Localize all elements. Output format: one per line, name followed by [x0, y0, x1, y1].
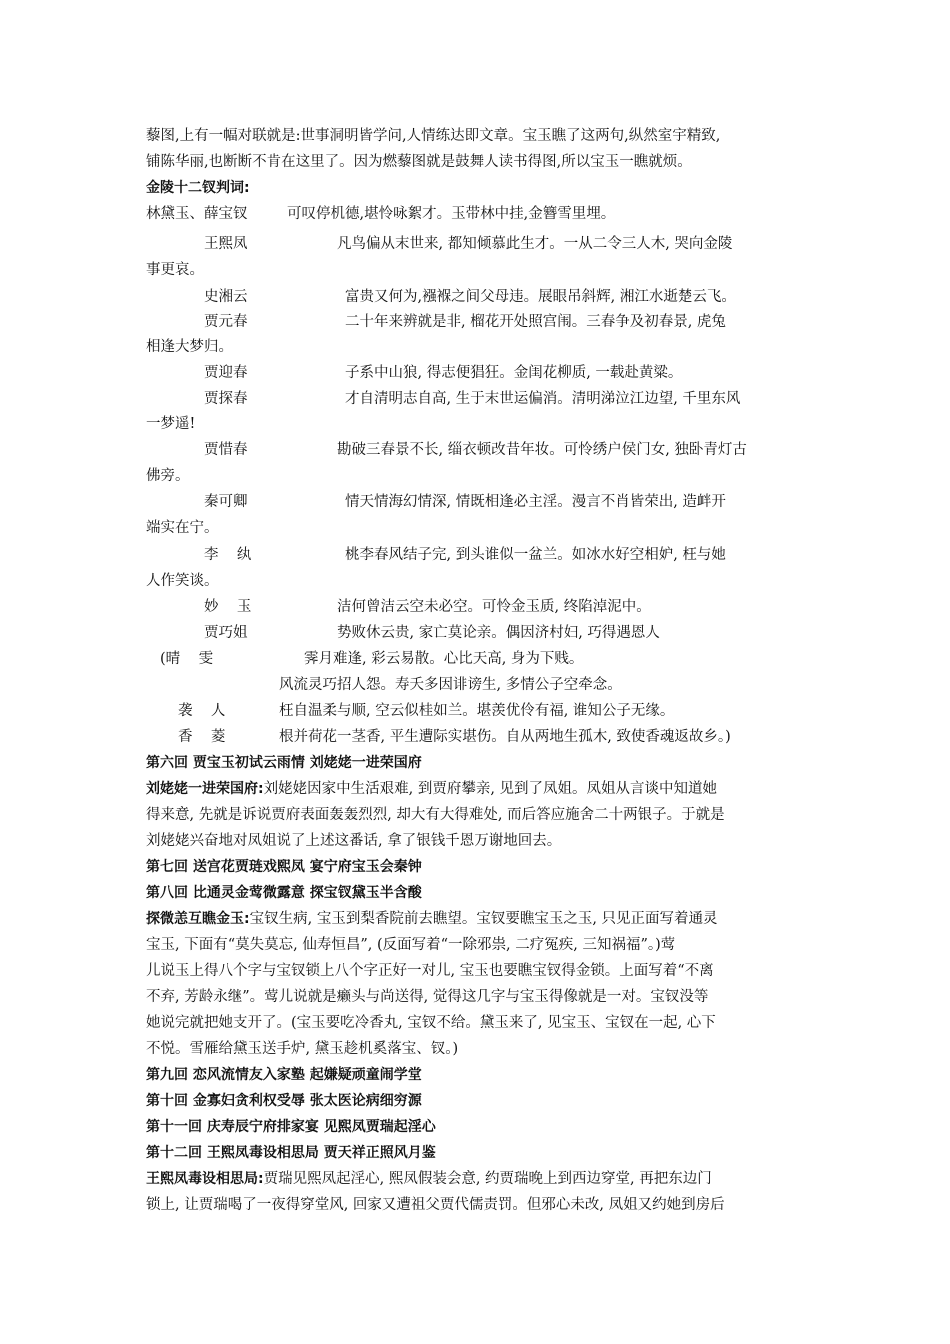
- verse-text: 可叹停机德,堪怜咏絮才。玉带林中挂,金簪雪里埋。: [287, 206, 616, 222]
- verse-name: 妙 玉: [204, 599, 252, 615]
- verse-text: 才自清明志自高, 生于末世运偏消。清明涕泣江边望, 千里东风: [345, 391, 741, 407]
- verse-text: 桃李春风结子完, 到头谁似一盆兰。如冰水好空相妒, 枉与她: [345, 547, 726, 563]
- verse-name: 香 菱: [178, 729, 226, 745]
- verse-name: 贾元春: [204, 314, 248, 330]
- verse-name: 秦可卿: [204, 494, 248, 510]
- section-heading: 金陵十二钗判词:: [146, 180, 250, 196]
- verse-text: 枉自温柔与顺, 空云似桂如兰。堪羡优伶有福, 谁知公子无缘。: [279, 703, 675, 719]
- text-line: 她说完就把她支开了。(宝玉要吃冷香丸, 宝钗不给。黛玉来了, 见宝玉、宝钗在一起, 心下: [146, 1015, 716, 1031]
- verse-text: 洁何曾洁云空未必空。可怜金玉质, 终陷淖泥中。: [337, 599, 651, 615]
- verse-name: 史湘云: [204, 289, 248, 305]
- topic-heading: 探微恙互瞧金玉:: [146, 911, 250, 927]
- verse-text: 势败休云贵, 家亡莫论亲。偶因济村妇, 巧得遇恩人: [337, 625, 660, 641]
- topic-text: 贾瑞见熙凤起淫心, 熙凤假装会意, 约贾瑞晚上到西边穿堂, 再把东边门: [263, 1171, 712, 1187]
- text-line: [146, 1168, 712, 1190]
- verse-name: 贾迎春: [204, 365, 248, 381]
- text-line: 得来意, 先就是诉说贾府表面轰轰烈烈, 却大有大得难处, 而后答应施舍二十两银子。于就是: [146, 807, 725, 823]
- text-line: 人作笑谈。: [146, 573, 219, 589]
- verse-name: 李 纨: [204, 547, 252, 563]
- topic-text: 宝钗生病, 宝玉到梨香院前去瞧望。宝钗要瞧宝玉之玉, 只见正面写着通灵: [249, 911, 718, 927]
- text-line: 不悦。雪雁给黛玉送手炉, 黛玉趁机奚落宝、钗。): [146, 1041, 459, 1057]
- topic-heading: 刘姥姥一进荣国府:: [146, 781, 264, 797]
- verse-text: 子系中山狼, 得志便猖狂。金闺花柳质, 一载赴黄粱。: [345, 365, 683, 381]
- text-line: 一梦遥!: [146, 416, 196, 432]
- verse-text: 勘破三春景不长, 缁衣顿改昔年妆。可怜绣户侯门女, 独卧青灯古: [337, 442, 747, 458]
- verse-text: 二十年来辨就是非, 榴花开处照宫闱。三春争及初春景, 虎兔: [345, 314, 726, 330]
- verse-name: 袭 人: [178, 703, 226, 719]
- topic-heading: 王熙凤毒设相思局:: [146, 1171, 264, 1187]
- text-line: [146, 908, 718, 930]
- verse-text: 凡鸟偏从末世来, 都知倾慕此生才。一从二令三人木, 哭向金陵: [337, 236, 733, 252]
- verse-name: 贾探春: [204, 391, 248, 407]
- text-line: 刘姥姥兴奋地对凤姐说了上述这番话, 拿了银钱千恩万谢地回去。: [146, 833, 562, 849]
- text-line: 儿说玉上得八个字与宝钗锁上八个字正好一对儿, 宝玉也要瞧宝钗得金锁。上面写着“不离: [146, 963, 714, 979]
- chapter-heading: 第九回 恋风流情友入家塾 起嫌疑顽童闹学堂: [146, 1067, 422, 1083]
- text-line: 铺陈华丽,也断断不肯在这里了。因为燃藜图就是鼓舞人读书得图,所以宝玉一瞧就烦。: [146, 154, 692, 170]
- text-line: [146, 778, 717, 800]
- chapter-heading: 第七回 送宫花贾琏戏熙凤 宴宁府宝玉会秦钟: [146, 859, 422, 875]
- text-line: 佛旁。: [146, 468, 190, 484]
- chapter-heading: 第十回 金寡妇贪利权受辱 张太医论病细穷源: [146, 1093, 422, 1109]
- text-line: 端实在宁。: [146, 520, 219, 536]
- verse-name: 贾惜春: [204, 442, 248, 458]
- verse-name: (晴 雯: [160, 651, 214, 667]
- chapter-heading: 第八回 比通灵金莺微露意 探宝钗黛玉半含酸: [146, 885, 422, 901]
- text-line: 相逢大梦归。: [146, 339, 233, 355]
- verse-name: 王熙凤: [204, 236, 248, 252]
- chapter-heading: 第六回 贾宝玉初试云雨情 刘姥姥一进荣国府: [146, 755, 422, 771]
- chapter-heading: 第十二回 王熙凤毒设相思局 贾天祥正照风月鉴: [146, 1145, 436, 1161]
- text-line: 宝玉, 下面有“莫失莫忘, 仙寿恒昌”, (反面写着“一除邪祟, 二疗冤疾, 三知祸福”。)莺: [146, 937, 676, 953]
- topic-text: 刘姥姥因家中生活艰难, 到贾府攀亲, 见到了凤姐。凤姐从言谈中知道她: [263, 781, 718, 797]
- verse-text: 风流灵巧招人怨。寿夭多因诽谤生, 多情公子空牵念。: [279, 677, 622, 693]
- verse-text: 根并荷花一茎香, 平生遭际实堪伤。自从两地生孤木, 致使香魂返故乡。): [279, 729, 731, 745]
- chapter-heading: 第十一回 庆寿辰宁府排家宴 见熙凤贾瑞起淫心: [146, 1119, 436, 1135]
- verse-name: 贾巧姐: [204, 625, 248, 641]
- text-line: 藜图,上有一幅对联就是:世事洞明皆学问,人情练达即文章。宝玉瞧了这两句,纵然室宇精致,: [146, 128, 721, 144]
- text-line: 锁上, 让贾瑞喝了一夜得穿堂风, 回家又遭祖父贾代儒责罚。但邪心未改, 凤姐又约她到房后: [146, 1197, 725, 1213]
- text-line: 事更哀。: [146, 262, 204, 278]
- verse-name: 林黛玉、薛宝钗: [146, 206, 248, 222]
- verse-text: 情天情海幻情深, 情既相逢必主淫。漫言不肖皆荣出, 造衅开: [345, 494, 726, 510]
- verse-text: 富贵又何为,襁褓之间父母违。展眼吊斜辉, 湘江水逝楚云飞。: [345, 289, 736, 305]
- verse-text: 霁月难逢, 彩云易散。心比天高, 身为下贱。: [304, 651, 584, 667]
- text-line: 不弃, 芳龄永继”。莺儿说就是癞头与尚送得, 觉得这几字与宝玉得像就是一对。宝钗没等: [146, 989, 709, 1005]
